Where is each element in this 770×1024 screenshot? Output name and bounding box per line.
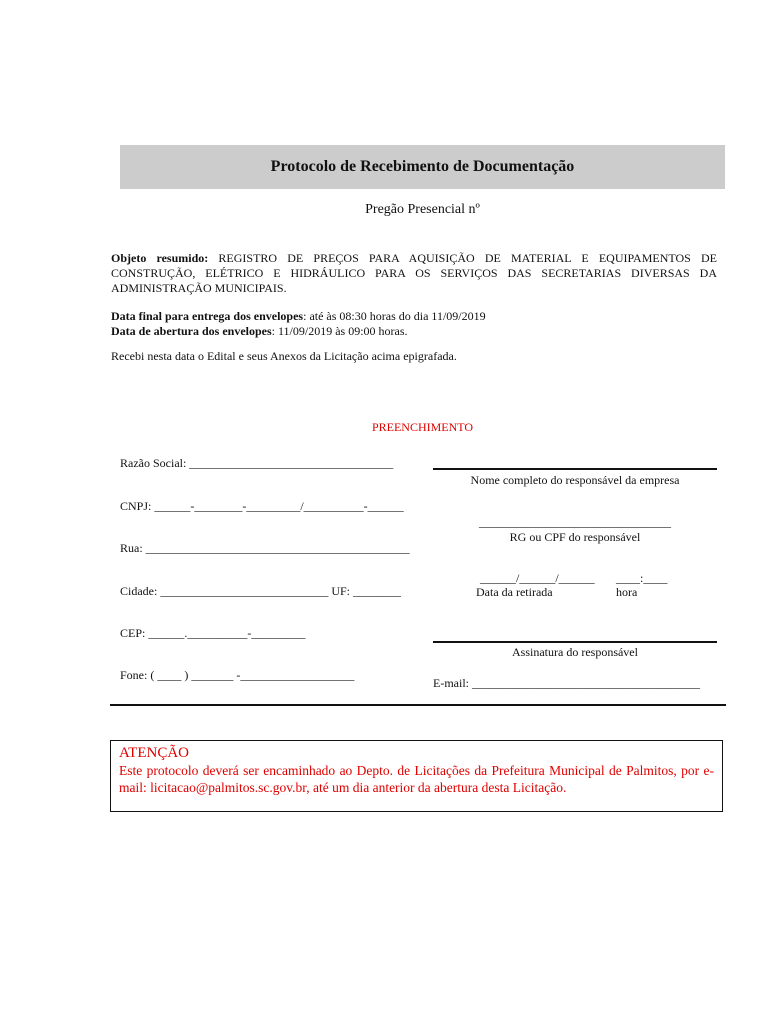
attention-box [110, 740, 723, 812]
data-retirada-line[interactable]: ______/______/______ [480, 571, 595, 585]
section-divider [110, 704, 726, 706]
preenchimento-heading: PREENCHIMENTO [371, 420, 474, 434]
objeto-paragraph [111, 251, 717, 296]
objeto-text: REGISTRO DE PREÇOS PARA AQUISIÇÃO DE MATERIAL E EQUIPAMENTOS DE CONSTRUÇÃO, ELÉTRICO E HIDRÁULICO PARA OS SERVIÇOS DAS SECRETARIAS DIVERSAS DA ADMINISTRAÇÃO MUNICIPAIS. [111, 251, 717, 295]
objeto-label: Objeto resumido: [111, 251, 209, 265]
hora-line[interactable]: ____:____ [616, 571, 668, 585]
abertura-line [111, 324, 717, 339]
abertura-label: Data de abertura dos envelopes [111, 324, 272, 338]
attention-title: ATENÇÃO [119, 745, 189, 761]
assinatura-line[interactable] [433, 641, 717, 643]
hora-label: hora [616, 585, 638, 599]
entrega-label: Data final para entrega dos envelopes [111, 309, 304, 323]
entrega-line [111, 309, 717, 324]
rg-cpf-line[interactable]: ________________________________ [479, 515, 671, 529]
dates-block [111, 309, 717, 339]
document-subtitle: Pregão Presencial nº [365, 202, 480, 217]
rg-cpf-label: RG ou CPF do responsável [509, 530, 641, 544]
nome-signature-line[interactable] [433, 468, 717, 470]
document-title: Protocolo de Recebimento de Documentação [270, 158, 575, 175]
cep-field[interactable]: CEP: ______.__________-_________ [120, 626, 306, 640]
abertura-text: : 11/09/2019 às 09:00 horas. [271, 324, 408, 338]
rua-field[interactable]: Rua: ____________________________________________ [120, 541, 410, 555]
razao-social-field[interactable]: Razão Social: __________________________________ [120, 456, 394, 470]
nome-completo-label: Nome completo do responsável da empresa [470, 473, 680, 487]
attention-body: Este protocolo deverá ser encaminhado ao Depto. de Licitações da Prefeitura Municipal de Palmitos, por e-mail: licitacao@palmitos.sc.gov.br, até um dia anterior da abertura desta Licitação. [119, 763, 714, 795]
email-field[interactable]: E-mail: ______________________________________ [433, 676, 700, 690]
assinatura-label: Assinatura do responsável [512, 645, 638, 659]
cidade-uf-field[interactable]: Cidade: ____________________________ UF: ________ [120, 584, 401, 598]
header-banner [120, 145, 725, 189]
cnpj-field[interactable]: CNPJ: ______-________-_________/__________-______ [120, 499, 404, 513]
entrega-text: : até às 08:30 horas do dia 11/09/2019 [303, 309, 486, 323]
data-retirada-label: Data da retirada [476, 585, 553, 599]
recebi-text: Recebi nesta data o Edital e seus Anexos da Licitação acima epigrafada. [111, 349, 457, 363]
fone-field[interactable]: Fone: ( ____ ) _______ -___________________ [120, 668, 355, 682]
